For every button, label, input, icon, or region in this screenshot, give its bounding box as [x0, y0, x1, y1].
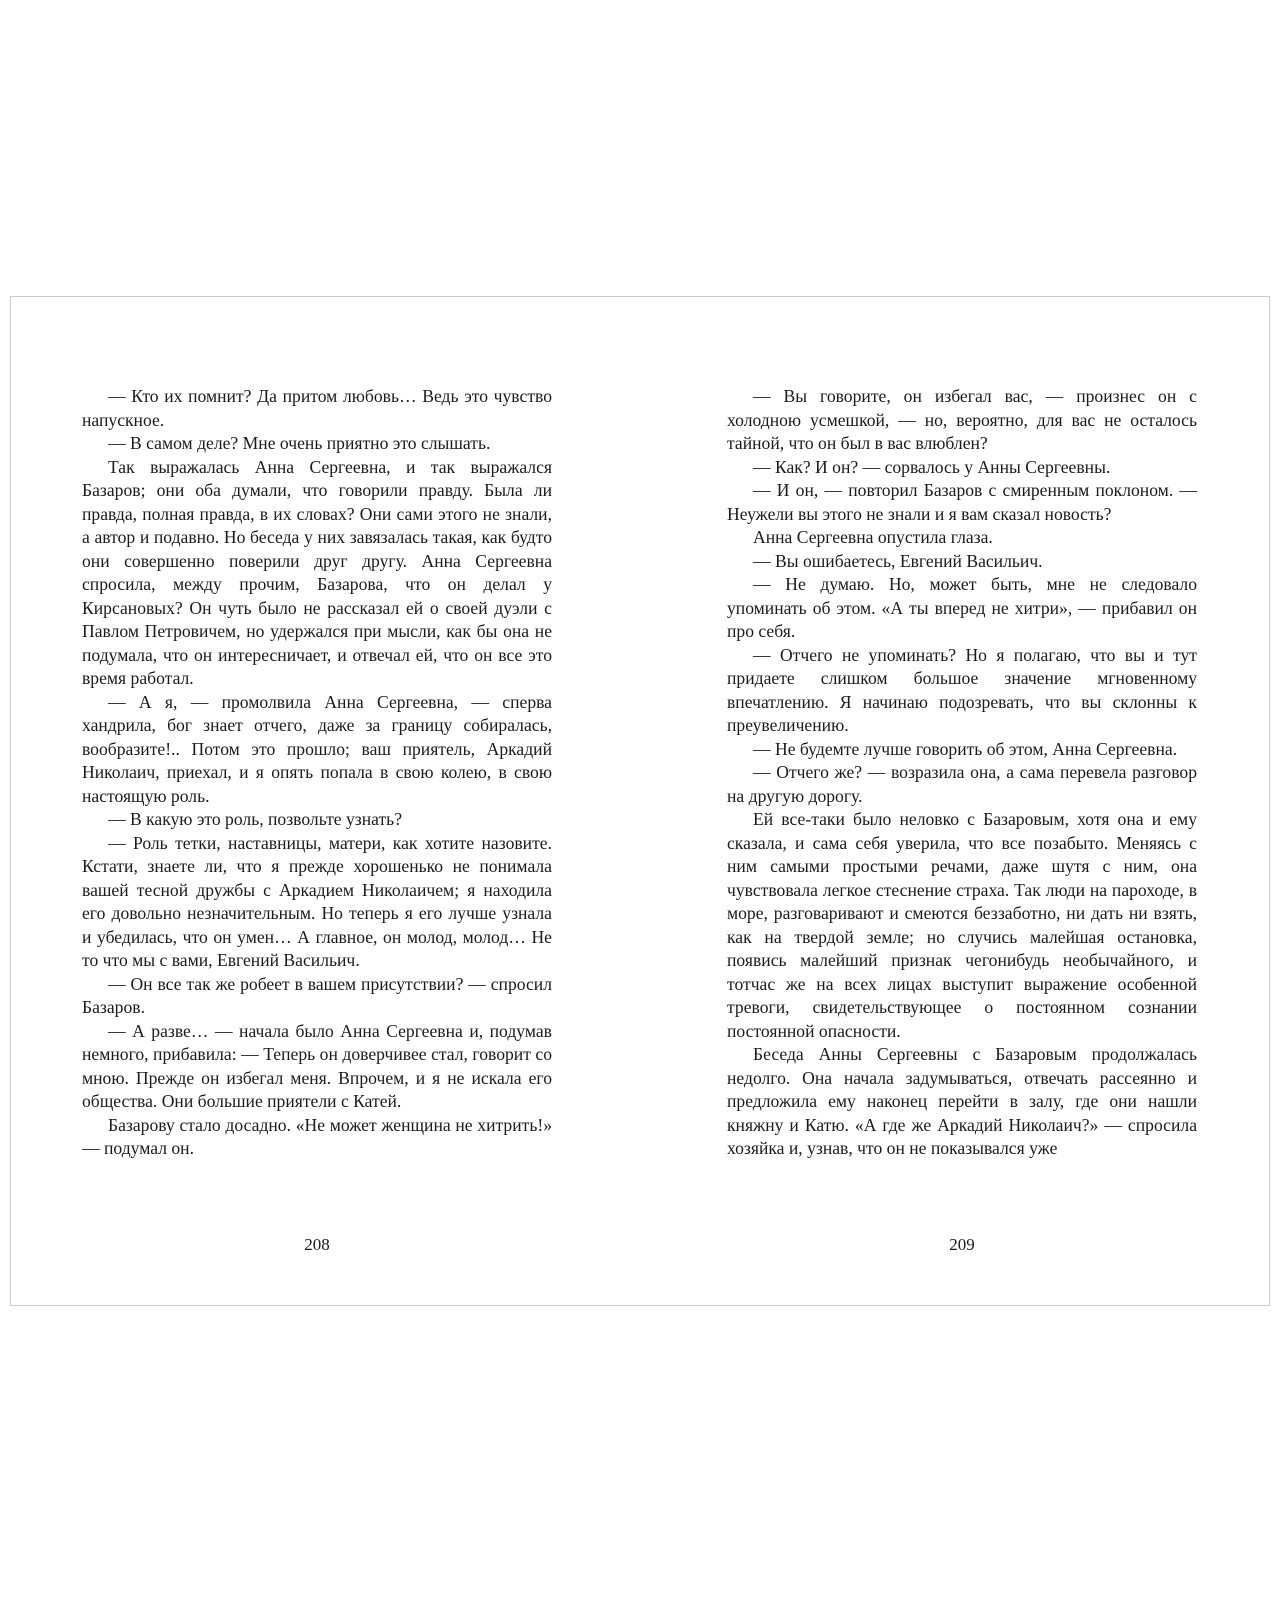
- book-spread: [10, 296, 1270, 1306]
- paragraph: Анна Сергеевна опустила глаза.: [753, 527, 993, 547]
- paragraph: — Вы ошибаетесь, Евгений Васильич.: [753, 550, 1043, 571]
- paragraph: — Роль тетки, наставницы, матери, как хотите назовите. Кстати, знаете ли, что я прежде хорошенько не понимала вашей тесной дружбы с Аркадием Николаичем; я находила его довольно незначительным. Но теперь я его лучше узнала и убедилась, что он умен… А главное, он молод, молод… Не то что мы с вами, Евгений Васильич.: [82, 832, 552, 970]
- paragraph: Беседа Анны Сергеевны с Базаровым продолжалась недолго. Она начала задумываться, отвечать рассеянно и предложила ему наконец перейти в залу, где они нашли княжну и Катю. «А где же Аркадий Николаич?» — спросила хозяйка и, узнав, что он не показывался уже: [727, 1044, 1197, 1158]
- right-page-number: 209: [949, 1235, 975, 1254]
- paragraph: — Не думаю. Но, может быть, мне не следовало упоминать об этом. «А ты вперед не хитри», — прибавил он про себя.: [727, 574, 1197, 641]
- paragraph: Базарову стало досадно. «Не может женщина не хитрить!» — подумал он.: [82, 1114, 552, 1158]
- paragraph: — Он все так же робеет в вашем присутствии? — спросил Базаров.: [82, 973, 552, 1017]
- paragraph: — Вы говорите, он избегал вас, — произнес он с холодною усмешкой, — но, вероятно, для вас не осталось тайной, что он был в вас влюблен?: [727, 386, 1197, 453]
- paragraph: — В какую это роль, позвольте узнать?: [108, 809, 402, 829]
- paragraph: — Как? И он? — сорвалось у Анны Сергеевны.: [753, 456, 1111, 477]
- right-page-text: [727, 385, 1197, 1161]
- paragraph: — А разве… — начала было Анна Сергеевна и, подумав немного, прибавила: — Теперь он доверчивее стал, говорит со мною. Прежде он избегал меня. Впрочем, и я не искала его общества. Они большие приятели с Катей.: [82, 1020, 552, 1111]
- left-page-number: 208: [304, 1235, 330, 1254]
- paragraph: — Отчего же? — возразила она, а сама перевела разговор на другую дорогу.: [727, 762, 1197, 806]
- paragraph: — А я, — промолвила Анна Сергеевна, — сперва хандрила, бог знает отчего, даже за границу собиралась, вообразите!.. Потом это прошло; ваш приятель, Аркадий Николаич, приехал, и я опять попала в свою колею, в свою настоящую роль.: [82, 691, 552, 806]
- left-page-text: [82, 385, 552, 1161]
- paragraph: — И он, — повторил Базаров с смиренным поклоном. — Неужели вы этого не знали и я вам сказал новость?: [727, 480, 1197, 524]
- paragraph: — В самом деле? Мне очень приятно это слышать.: [108, 433, 491, 453]
- paragraph: Ей все-таки было неловко с Базаровым, хотя она и ему сказала, и сама себя уверила, что все позабыто. Меняясь с ним самыми простыми речами, даже шутя с ним, она чувствовала легкое стеснение страха. Так люди на пароходе, в море, разговаривают и смеются беззаботно, ни дать ни взять, как на твердой земле; но случись малейшая остановка, появись малейший признак чегонибудь необычайного, и тотчас же на всех лицах выступит выражение особенной тревоги, свидетельствующее о постоянном сознании постоянной опасности.: [727, 809, 1197, 1041]
- paragraph: — Не будемте лучше говорить об этом, Анна Сергеевна.: [753, 738, 1178, 759]
- paragraph: Так выражалась Анна Сергеевна, и так выражался Базаров; они оба думали, что говорили правду. Была ли правда, полная правда, в их словах? Они сами этого не знали, а автор и подавно. Но беседа у них завязалась такая, как будто они совершенно поверили друг другу. Анна Сергеевна спросила, между прочим, Базарова, что он делал у Кирсановых? Он чуть было не рассказал ей о своей дуэли с Павлом Петровичем, но удержался при мысли, как бы она не подумала, что он интересничает, и отвечал ей, что он все это время работал.: [82, 456, 552, 688]
- paragraph: — Кто их помнит? Да притом любовь… Ведь это чувство напускное.: [82, 386, 552, 430]
- paragraph: — Отчего не упоминать? Но я полагаю, что вы и тут придаете слишком большое значение мгновенному впечатлению. Я начинаю подозревать, что вы склонны к преувеличению.: [727, 644, 1197, 735]
